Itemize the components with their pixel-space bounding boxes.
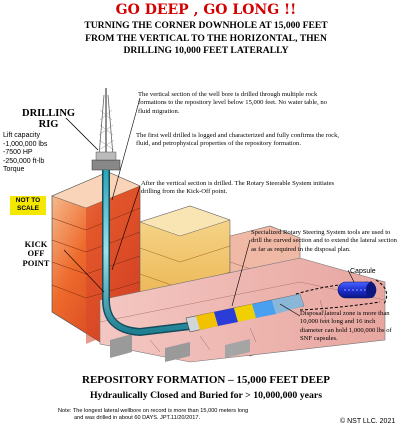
copyright: © NST LLC. 2021 — [340, 418, 396, 425]
subtitle-line-2: FROM THE VERTICAL TO THE HORIZONTAL, THEN — [85, 32, 327, 44]
kick-line-3: POINT — [22, 257, 50, 268]
rig-specs — [3, 132, 47, 175]
annotation-vertical: The vertical section of the well bore is drilled through multiple rock formations to the repository level below 15,000 feet. No water table, no fluid migration. — [138, 91, 327, 115]
kick-off-point-label — [6, 240, 66, 268]
subtitle-line-1: TURNING THE CORNER DOWNHOLE AT 15,000 FEET — [84, 20, 328, 31]
hydraulic-heading: Hydraulically Closed and Buried for > 10,000,000 years — [89, 390, 323, 401]
kick-line-1: KICK — [24, 239, 48, 249]
drilling-rig-label — [22, 108, 75, 130]
not-to-scale-line-2: SCALE — [16, 205, 40, 212]
rig-spec-2: -1,000,000 lbs — [3, 140, 48, 148]
repository-heading: REPOSITORY FORMATION – 15,000 FEET DEEP — [82, 374, 330, 386]
footnote — [58, 408, 298, 422]
not-to-scale-line-1: NOT TO — [15, 197, 41, 204]
footnote-line-1: Note: The longest lateral wellbore on record is more than 15,000 meters long — [58, 408, 249, 414]
rig-title-line-2: RIG — [38, 119, 59, 130]
rig-spec-4: -250,000 ft-lb — [3, 157, 45, 165]
rig-title-line-1: DRILLING — [22, 108, 76, 119]
rig-spec-1: Lift capacity — [3, 132, 40, 139]
annotation-steerable: After the vertical section is drilled. The Rotary Steerable System initiates drilling from the Kick-Off point. — [141, 180, 335, 196]
annotation-first-well: The first well drilled is logged and characterized and fully confirms the rock, fluid, and petrophysical properties of the repository formation. — [136, 132, 340, 148]
capsule-label: Capsule — [350, 268, 376, 275]
annotation-specialized: Specialized Rotary Steering System tools are used to drill the curved section and to extend the lateral section as far as required in the disposal plan. — [251, 229, 397, 253]
subtitle-line-3: DRILLING 10,000 FEET LATERALLY — [123, 45, 289, 56]
not-to-scale-badge — [10, 196, 46, 215]
rig-spec-5: Torque — [3, 166, 25, 174]
rig-spec-3: -7500 HP — [3, 149, 33, 157]
diagram-title: GO DEEP , GO LONG !! — [115, 2, 297, 18]
annotation-disposal: Disposal lateral zone is more than 10,000 feet long and 16 inch diameter can hold 1,000,000 lbs of SNF capsules. — [300, 310, 392, 343]
capsule-icon — [338, 282, 376, 298]
footnote-line-2: and was drilled in about 60 DAYS. JPT.11/20/2017. — [74, 415, 201, 421]
kick-line-2: OFF — [27, 248, 45, 259]
diagram-subtitle — [20, 20, 392, 58]
